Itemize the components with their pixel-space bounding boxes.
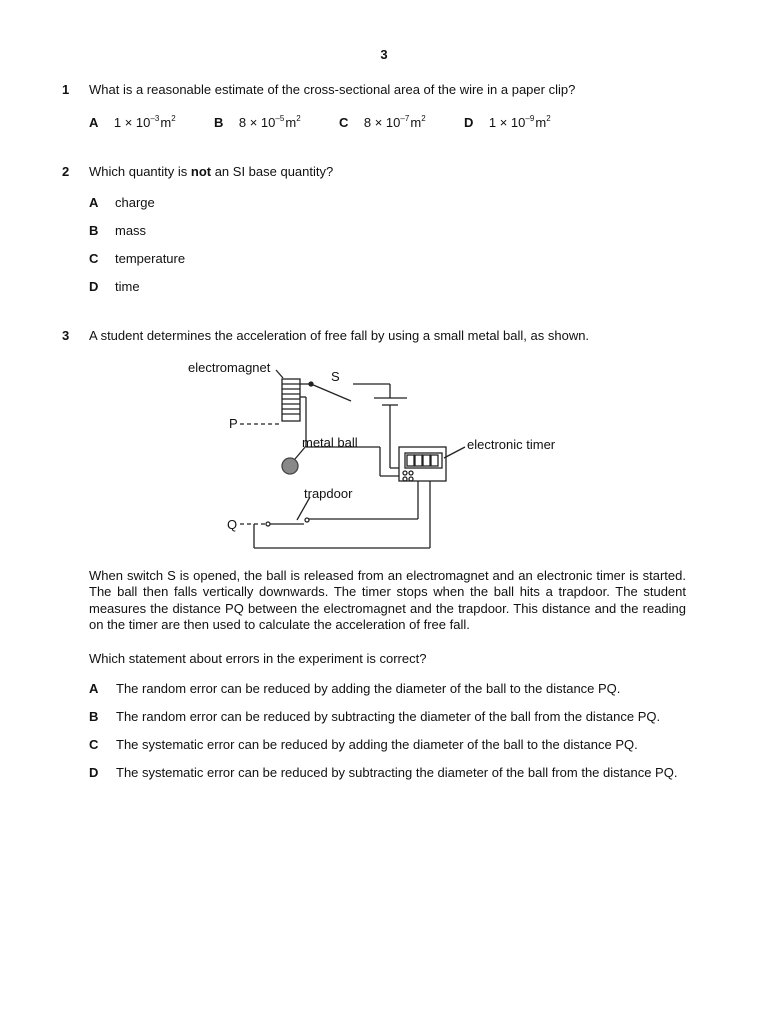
point-q-label: Q [227,517,238,532]
option-letter: B [214,115,224,130]
point-p-label: P [229,416,238,431]
option-letter: D [89,279,99,294]
option-letter: C [339,115,349,130]
option-letter: B [89,223,99,238]
option-letter: C [89,737,99,752]
option-letter: A [89,115,99,130]
switch-icon [309,382,351,401]
question-1-text: What is a reasonable estimate of the cross-sectional area of the wire in a paper clip? [89,82,576,97]
q3-option-d[interactable] [89,765,689,781]
question-3-description: When switch S is opened, the ball is released from an electromagnet and an electronic timer is started. The ball then falls vertically downwards. The timer stops when the ball hits a trapdoor. The student measures the distance PQ between the electromagnet and the trapdoor. This distance and the reading on the timer are then used to calculate the acceleration of free fall. [89,568,686,632]
q3-option-b[interactable] [89,709,689,724]
question-3-number: 3 [62,328,70,343]
option-value: $8 \times 10^{-5}$ $m^2$ [238,113,301,130]
q3-option-c[interactable] [89,737,689,752]
option-letter: B [89,709,99,724]
trapdoor-label: trapdoor [304,486,353,501]
option-letter: A [89,681,99,696]
option-letter: C [89,251,99,266]
option-letter: A [89,195,99,210]
electromagnet-label: electromagnet [188,360,271,375]
metal-ball-label: metal ball [302,435,358,450]
option-value: $8 \times 10^{-7}$ $m^2$ [363,113,426,130]
question-2-text: Which quantity is not an SI base quantity? [89,164,334,179]
option-text: charge [115,195,155,210]
question-1-number: 1 [62,82,70,97]
battery-icon [374,384,407,405]
trapdoor-icon [266,518,309,526]
question-3-prompt: Which statement about errors in the experiment is correct? [89,651,427,666]
option-value: $1 \times 10^{-3}$ $m^2$ [113,113,176,130]
question-2-number: 2 [62,164,70,179]
option-letter: D [89,765,99,780]
option-text: The random error can be reduced by adding the diameter of the ball to the distance PQ. [116,681,621,696]
electronic-timer-icon [399,447,446,481]
switch-label: S [331,369,340,384]
question-3-text: A student determines the acceleration of free fall by using a small metal ball, as shown. [89,328,590,343]
electronic-timer-label: electronic timer [467,437,556,452]
option-text: The random error can be reduced by subtracting the diameter of the ball from the distance PQ. [116,709,661,724]
electromagnet-icon [282,379,300,421]
q3-option-a[interactable] [89,681,689,696]
option-text: The systematic error can be reduced by adding the diameter of the ball to the distance PQ. [116,737,638,752]
option-text: temperature [115,251,186,266]
option-text: The systematic error can be reduced by subtracting the diameter of the ball from the distance PQ. [116,765,678,780]
metal-ball-icon [282,458,298,474]
option-text: mass [115,223,147,238]
option-text: time [115,279,140,294]
page-number: 3 [380,47,388,62]
option-letter: D [464,115,474,130]
option-value: $1 \times 10^{-9}$ $m^2$ [488,113,551,130]
